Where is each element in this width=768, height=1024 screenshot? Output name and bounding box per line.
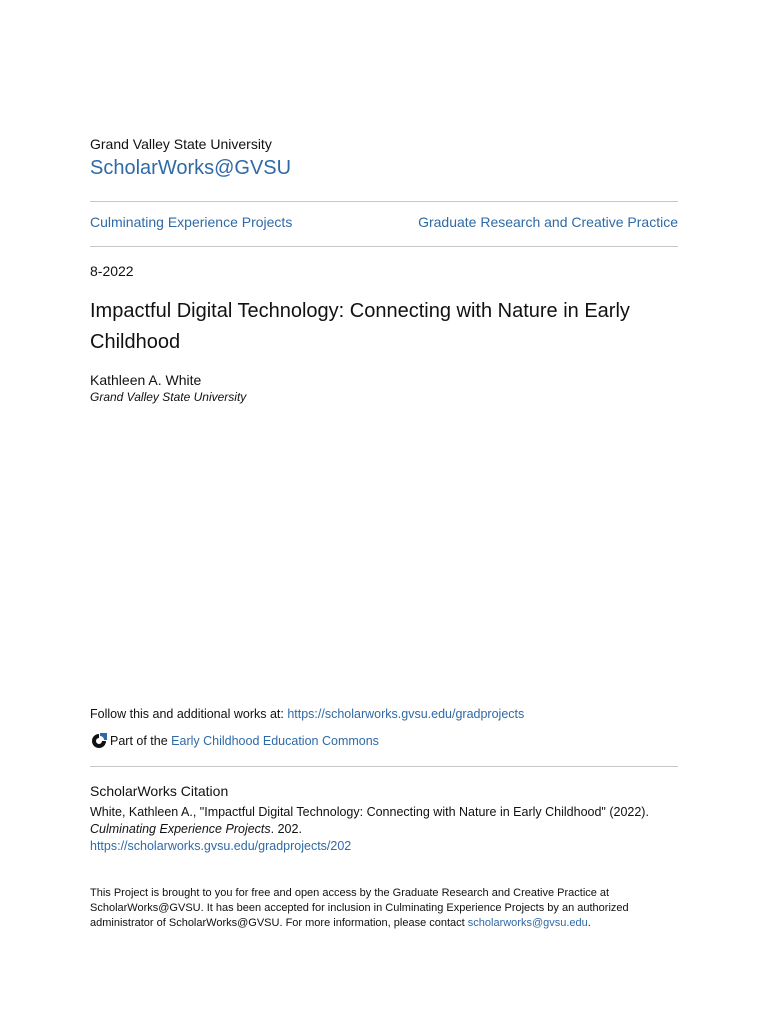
series-link[interactable]: Culminating Experience Projects (90, 214, 293, 230)
publication-date: 8-2022 (90, 263, 134, 279)
repository-link[interactable]: ScholarWorks@GVSU (90, 157, 292, 179)
notice-text: This Project is brought to you for free and open access by the Graduate Research and Creative Practice at ScholarWorks@GVSU. It has been accepted for inclusion in Culminating Experience Projects by an authorized administrator of ScholarWorks@GVSU. For more information, please contact (90, 887, 629, 929)
notice-end: . (587, 917, 591, 929)
citation-number: . 202. (270, 822, 302, 836)
access-notice (90, 886, 678, 931)
paper-title: Impactful Digital Technology: Connecting with Nature in Early Childhood (90, 300, 630, 353)
citation-line: White, Kathleen A., "Impactful Digital Technology: Connecting with Nature in Early Childhood" (2022). (90, 805, 649, 819)
citation-series: Culminating Experience Projects (90, 822, 271, 836)
divider (90, 766, 678, 767)
citation-series-line (90, 821, 678, 838)
department-link[interactable]: Graduate Research and Creative Practice (418, 214, 678, 230)
citation-body (90, 804, 678, 855)
author-affiliation: Grand Valley State University (90, 390, 247, 404)
commons-icon (90, 732, 108, 750)
author-name: Kathleen A. White (90, 372, 202, 388)
institution-name: Grand Valley State University (90, 136, 272, 152)
collection-url-link[interactable]: https://scholarworks.gvsu.edu/gradprojects (287, 707, 525, 721)
follow-prefix: Follow this and additional works at: (90, 707, 288, 721)
divider (90, 201, 678, 202)
part-of-line (90, 732, 379, 750)
part-of-prefix: Part of the (110, 734, 168, 748)
follow-line (90, 707, 524, 721)
contact-email-link[interactable]: scholarworks@gvsu.edu (467, 917, 588, 929)
divider (90, 246, 678, 247)
commons-link[interactable]: Early Childhood Education Commons (171, 734, 379, 748)
citation-url-link[interactable]: https://scholarworks.gvsu.edu/gradprojects/202 (90, 839, 352, 853)
citation-heading: ScholarWorks Citation (90, 783, 229, 799)
